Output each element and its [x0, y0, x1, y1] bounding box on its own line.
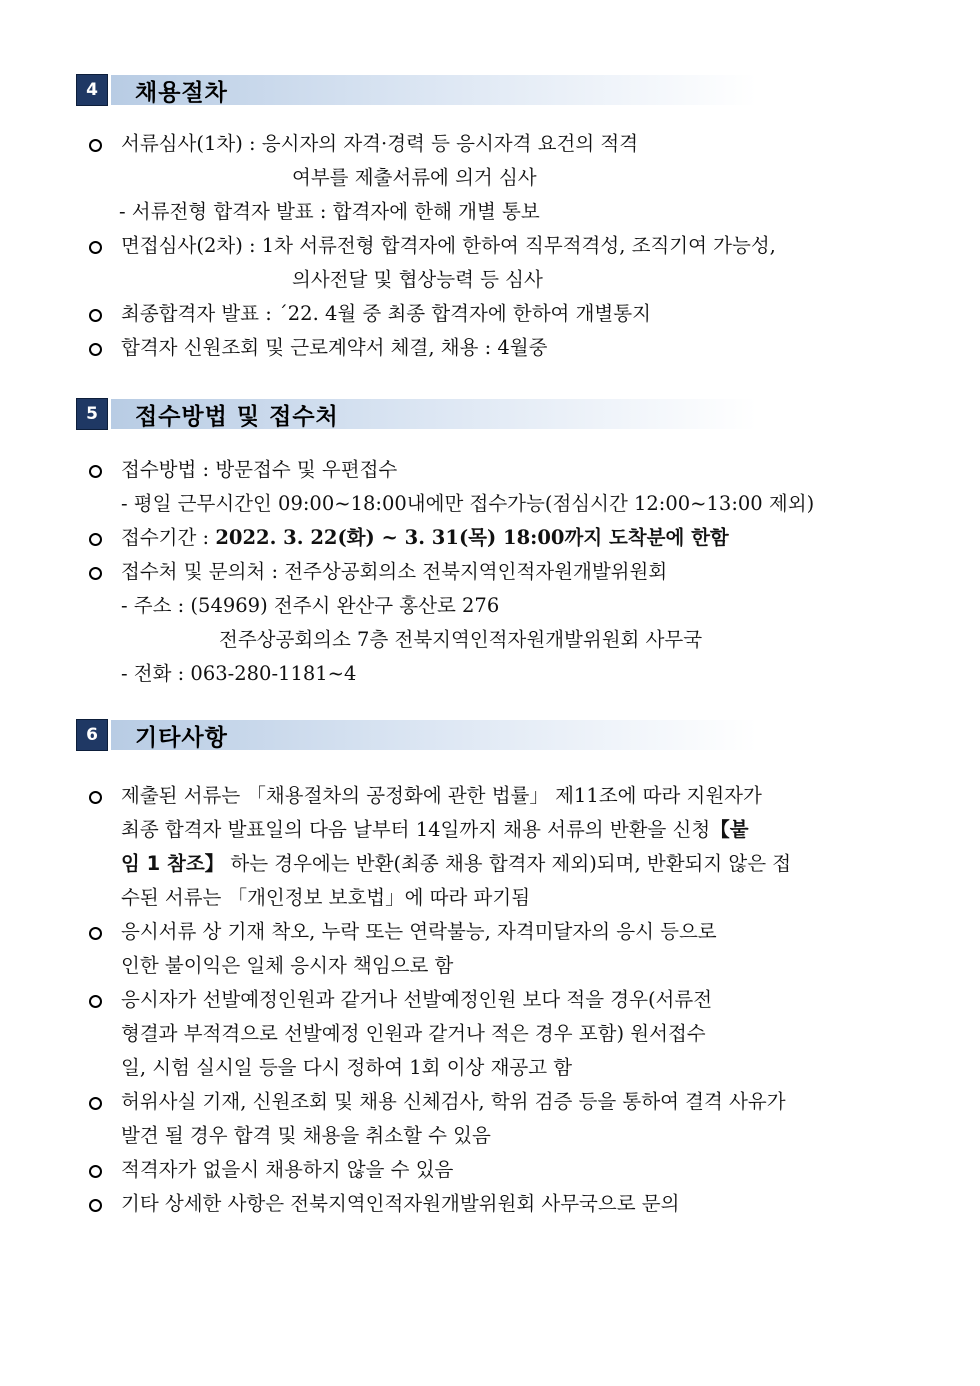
sub-item: - 평일 근무시간인 09:00~18:00내에만 접수가능(점심시간 12:00~13:00 제외) — [121, 492, 815, 515]
list-item: 제출된 서류는 「채용절차의 공정화에 관한 법률」 제11조에 따라 지원자가 — [121, 784, 762, 807]
circle-bullet-icon — [89, 995, 102, 1008]
sub-item-continuation: 전주상공회의소 7층 전북지역인적자원개발위원회 사무국 — [219, 628, 703, 651]
text-span: 하는 경우에는 반환(최종 채용 합격자 제외)되며, 반환되지 않은 접 — [224, 852, 792, 875]
list-item: 기타 상세한 사항은 전북지역인적자원개발위원회 사무국으로 문의 — [121, 1192, 680, 1215]
section-number: 5 — [77, 399, 107, 429]
list-item: 허위사실 기재, 신원조회 및 채용 신체검사, 학위 검증 등을 통하여 결격 사유가 — [121, 1090, 786, 1113]
circle-bullet-icon — [89, 309, 102, 322]
sub-item: - 서류전형 합격자 발표 : 합격자에 한해 개별 통보 — [119, 200, 540, 223]
list-item: 최종합격자 발표 : ´22. 4월 중 최종 합격자에 한하여 개별통지 — [121, 302, 651, 325]
circle-bullet-icon — [89, 927, 102, 940]
section-number: 6 — [77, 720, 107, 750]
list-item: 접수처 및 문의처 : 전주상공회의소 전북지역인적자원개발위원회 — [121, 560, 668, 583]
circle-bullet-icon — [89, 1165, 102, 1178]
list-item-continuation: 수된 서류는 「개인정보 보호법」에 따라 파기됨 — [121, 886, 531, 909]
list-item-continuation: 발견 될 경우 합격 및 채용을 취소할 수 있음 — [121, 1124, 491, 1147]
list-item — [121, 526, 729, 550]
list-item-continuation: 여부를 제출서류에 의거 심사 — [292, 166, 537, 189]
sub-item: - 주소 : (54969) 전주시 완산구 홍산로 276 — [121, 594, 500, 617]
text-span: 최종 합격자 발표일의 다음 날부터 14일까지 채용 서류의 반환을 신청 — [121, 818, 711, 841]
circle-bullet-icon — [89, 1097, 102, 1110]
list-item-continuation: 일, 시험 실시일 등을 다시 정하여 1회 이상 재공고 함 — [121, 1056, 573, 1079]
section-title-bar — [111, 75, 757, 105]
list-item-continuation — [121, 818, 749, 842]
section-6-header — [77, 718, 757, 752]
list-item: 적격자가 없을시 채용하지 않을 수 있음 — [121, 1158, 454, 1181]
circle-bullet-icon — [89, 343, 102, 356]
section-title: 채용절차 — [135, 79, 228, 106]
section-title: 기타사항 — [135, 724, 228, 751]
bold-span: 【붙 — [710, 818, 749, 841]
list-item: 응시자가 선발예정인원과 같거나 선발예정인원 보다 적을 경우(서류전 — [121, 988, 713, 1011]
section-5-header — [77, 397, 757, 431]
section-title-bar — [111, 720, 757, 750]
list-item: 면접심사(2차) : 1차 서류전형 합격자에 한하여 직무적격성, 조직기여 가능성, — [121, 234, 776, 257]
circle-bullet-icon — [89, 533, 102, 546]
section-4-header — [77, 73, 757, 107]
sub-item: - 전화 : 063-280-1181~4 — [121, 662, 357, 685]
list-item: 응시서류 상 기재 착오, 누락 또는 연락불능, 자격미달자의 응시 등으로 — [121, 920, 717, 943]
list-item-continuation: 형결과 부적격으로 선발예정 인원과 같거나 적은 경우 포함) 원서접수 — [121, 1022, 706, 1045]
list-item: 합격자 신원조회 및 근로계약서 체결, 채용 : 4월중 — [121, 336, 548, 359]
list-item-continuation: 의사전달 및 협상능력 등 심사 — [292, 268, 543, 291]
circle-bullet-icon — [89, 465, 102, 478]
circle-bullet-icon — [89, 791, 102, 804]
circle-bullet-icon — [89, 139, 102, 152]
list-item-continuation — [121, 852, 791, 876]
reception-period-label: 접수기간 : — [121, 526, 216, 549]
section-number: 4 — [77, 75, 107, 105]
circle-bullet-icon — [89, 1199, 102, 1212]
circle-bullet-icon — [89, 567, 102, 580]
bold-span: 임 1 참조】 — [121, 852, 225, 875]
section-title-bar — [111, 399, 757, 429]
list-item: 접수방법 : 방문접수 및 우편접수 — [121, 458, 398, 481]
list-item-continuation: 인한 불이익은 일체 응시자 책임으로 함 — [121, 954, 454, 977]
list-item: 서류심사(1차) : 응시자의 자격·경력 등 응시자격 요건의 적격 — [121, 132, 639, 155]
section-title: 접수방법 및 접수처 — [135, 403, 339, 430]
reception-period-value: 2022. 3. 22(화) ~ 3. 31(목) 18:00까지 도착분에 한함 — [215, 526, 729, 549]
circle-bullet-icon — [89, 241, 102, 254]
